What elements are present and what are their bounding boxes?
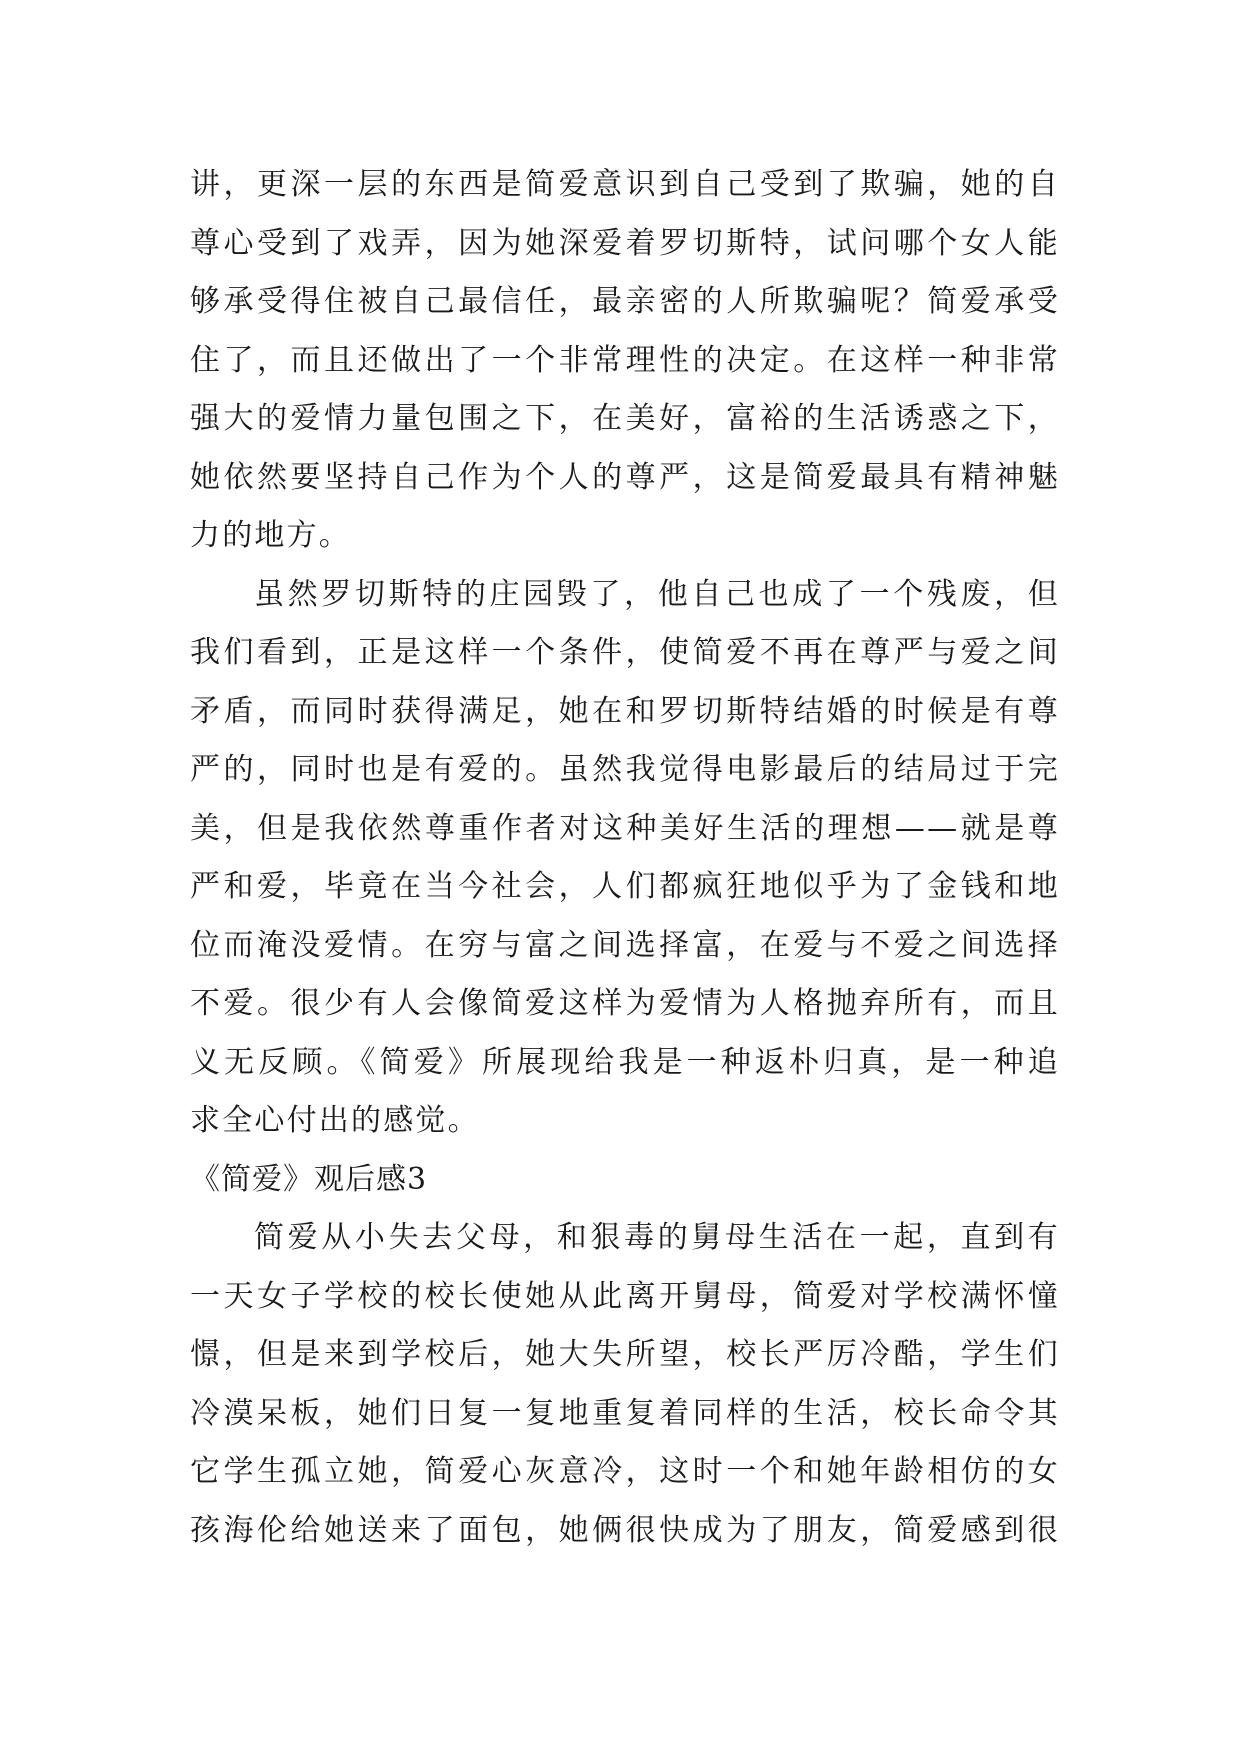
text-line: 严的，同时也是有爱的。虽然我觉得电影最后的结局过于完	[190, 752, 1060, 787]
text-line: 严和爱，毕竟在当今社会，人们都疯狂地似乎为了金钱和地	[190, 869, 1060, 904]
paragraph-start-line: 虽然罗切斯特的庄园毁了，他自己也成了一个残废，但	[254, 576, 1060, 612]
text-line: 位而淹没爱情。在穷与富之间选择富，在爱与不爱之间选择	[190, 927, 1060, 963]
text-line: 矛盾，而同时获得满足，她在和罗切斯特结婚的时候是有尊	[190, 693, 1060, 729]
text-line: 讲，更深一层的东西是简爱意识到自己受到了欺骗，她的自	[190, 167, 1060, 202]
text-line: 够承受得住被自己最信任，最亲密的人所欺骗呢？简爱承受	[190, 284, 1060, 319]
paragraph-start-line: 简爱从小失去父母，和狠毒的舅母生活在一起，直到有	[254, 1220, 1060, 1255]
text-line: 孩海伦给她送来了面包，她俩很快成为了朋友，简爱感到很	[190, 1512, 1060, 1548]
text-line: 它学生孤立她，简爱心灰意冷，这时一个和她年龄相仿的女	[190, 1454, 1060, 1489]
text-line: 求全心付出的感觉。	[190, 1103, 480, 1138]
text-line: 她依然要坚持自己作为个人的尊严，这是简爱最具有精神魅	[190, 459, 1060, 495]
text-line: 冷漠呆板，她们日复一复地重复着同样的生活，校长命令其	[190, 1395, 1060, 1431]
text-line: 不爱。很少有人会像简爱这样为爱情为人格抛弃所有，而且	[190, 986, 1060, 1021]
text-line: 一天女子学校的校长使她从此离开舅母，简爱对学校满怀憧	[190, 1278, 1060, 1314]
text-line: 住了，而且还做出了一个非常理性的决定。在这样一种非常	[190, 342, 1060, 378]
text-line: 力的地方。	[190, 518, 351, 553]
section-heading: 《简爱》观后感3	[190, 1161, 428, 1197]
text-line: 美，但是我依然尊重作者对这种美好生活的理想——就是尊	[190, 810, 1060, 846]
text-line: 尊心受到了戏弄，因为她深爱着罗切斯特，试问哪个女人能	[190, 225, 1060, 261]
text-line: 强大的爱情力量包围之下，在美好，富裕的生活诱惑之下，	[190, 401, 1060, 436]
text-line: 我们看到，正是这样一个条件，使简爱不再在尊严与爱之间	[190, 635, 1060, 670]
text-line: 憬，但是来到学校后，她大失所望，校长严厉冷酷，学生们	[190, 1337, 1060, 1372]
body-text	[190, 156, 1060, 1560]
text-line: 义无反顾。《简爱》所展现给我是一种返朴归真，是一种追	[190, 1044, 1060, 1080]
